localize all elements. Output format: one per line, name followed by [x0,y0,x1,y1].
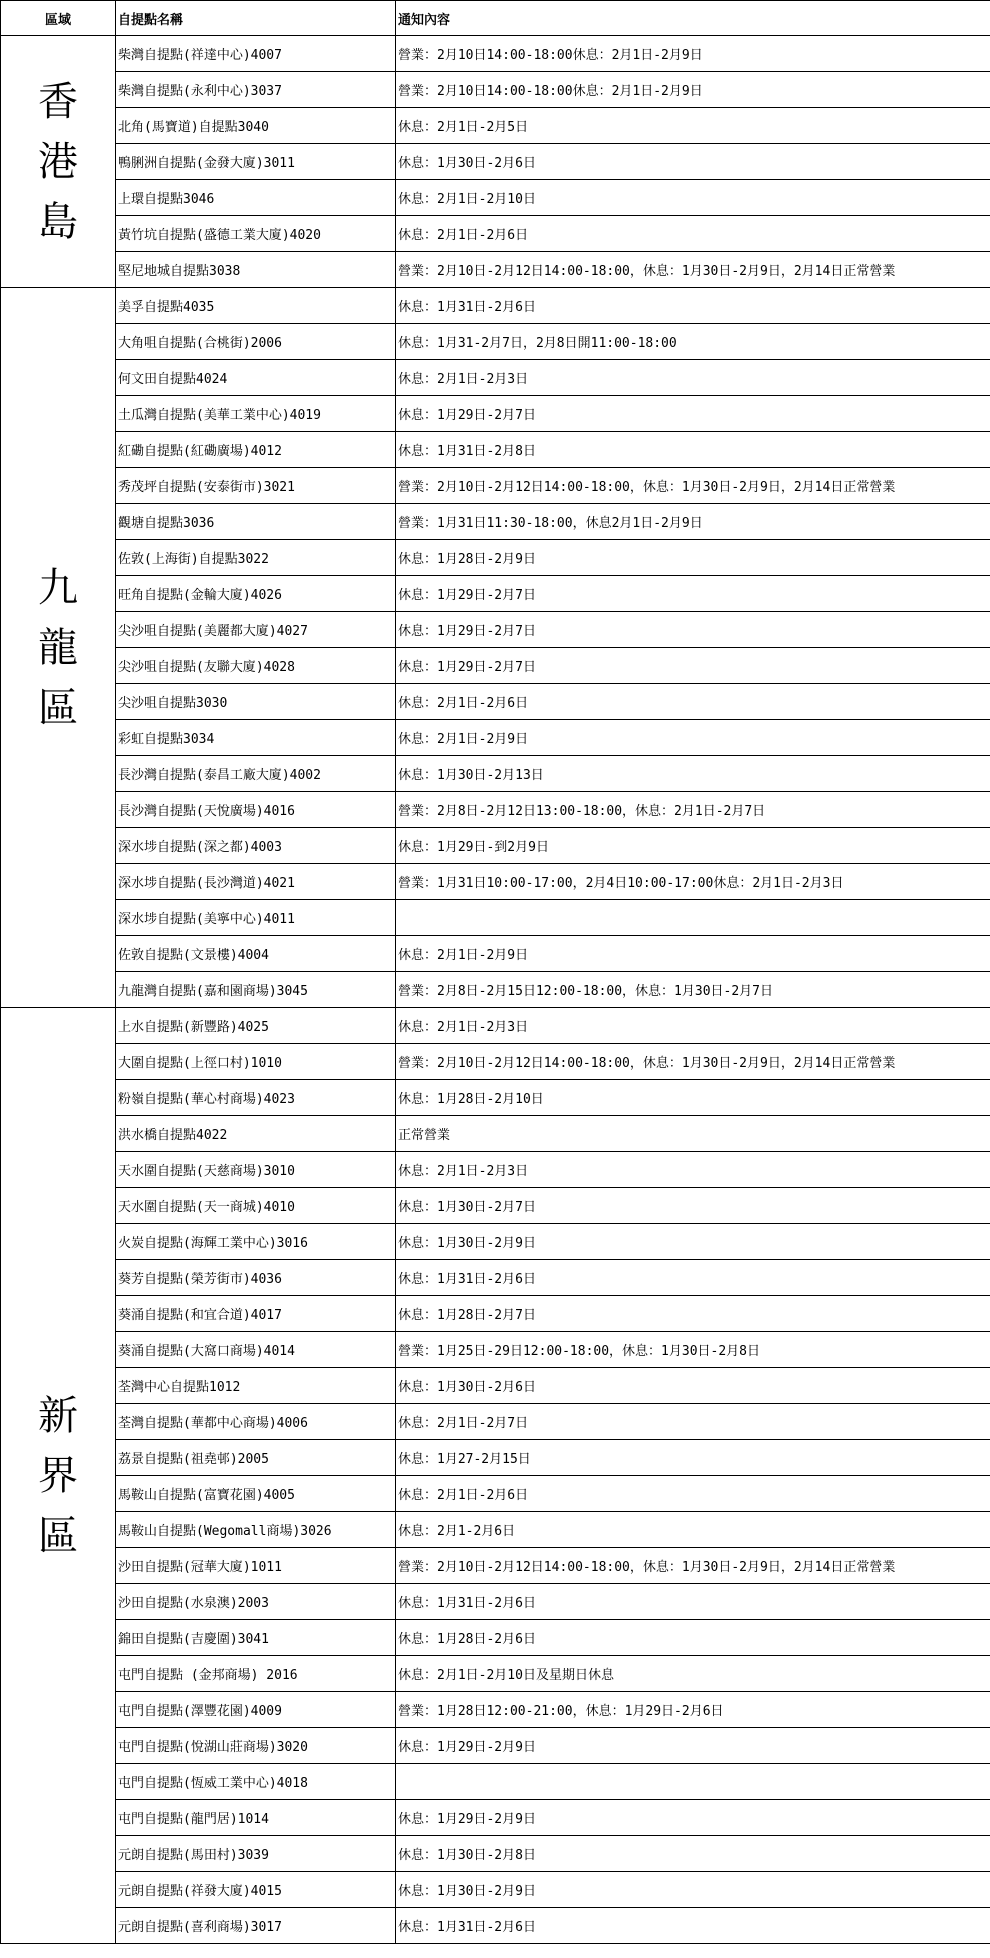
table-row [1,1116,990,1152]
table-row [1,1080,990,1116]
pickup-point-name: 天水圍自提點(天慈商場)3010 [116,1152,396,1188]
pickup-point-name: 荃灣自提點(華都中心商場)4006 [116,1404,396,1440]
pickup-point-name: 元朗自提點(喜利商場)3017 [116,1908,396,1944]
table-row [1,1512,990,1548]
notice-content: 休息：1月28日-2月7日 [396,1296,990,1332]
pickup-point-name: 錦田自提點(吉慶圍)3041 [116,1620,396,1656]
table-row [1,504,990,540]
notice-content: 休息：1月30日-2月6日 [396,144,990,180]
table-row [1,828,990,864]
pickup-point-name: 洪水橋自提點4022 [116,1116,396,1152]
notice-content: 正常營業 [396,1116,990,1152]
notice-content: 營業：1月28日12:00-21:00，休息：1月29日-2月6日 [396,1692,990,1728]
notice-content: 休息：1月31日-2月8日 [396,432,990,468]
pickup-point-name: 黃竹坑自提點(盛德工業大廈)4020 [116,216,396,252]
notice-content: 休息：1月30日-2月13日 [396,756,990,792]
table-row [1,1188,990,1224]
header-row [1,1,990,36]
pickup-point-name: 屯門自提點(悅湖山莊商場)3020 [116,1728,396,1764]
pickup-point-name: 土瓜灣自提點(美華工業中心)4019 [116,396,396,432]
table-row [1,1548,990,1584]
notice-content: 休息：2月1-2月6日 [396,1512,990,1548]
notice-content: 休息：2月1日-2月9日 [396,936,990,972]
notice-content: 休息：1月31日-2月6日 [396,1260,990,1296]
table-row [1,1332,990,1368]
pickup-point-name: 秀茂坪自提點(安泰街市)3021 [116,468,396,504]
notice-content: 休息：1月29日-到2月9日 [396,828,990,864]
table-row [1,720,990,756]
pickup-point-name: 荔景自提點(祖堯邨)2005 [116,1440,396,1476]
notice-content: 休息：2月1日-2月5日 [396,108,990,144]
table-row [1,648,990,684]
table-row [1,540,990,576]
pickup-point-name: 美孚自提點4035 [116,288,396,324]
table-row [1,792,990,828]
table-row [1,1368,990,1404]
notice-content: 休息：1月28日-2月10日 [396,1080,990,1116]
pickup-point-name: 屯門自提點 (金邦商場) 2016 [116,1656,396,1692]
pickup-point-name: 深水埗自提點(深之都)4003 [116,828,396,864]
notice-content: 營業：2月8日-2月15日12:00-18:00，休息：1月30日-2月7日 [396,972,990,1008]
pickup-point-name: 上環自提點3046 [116,180,396,216]
name-column-header: 自提點名稱 [116,1,396,36]
table-row [1,216,990,252]
table-row [1,756,990,792]
notice-content: 營業：1月31日11:30-18:00，休息2月1日-2月9日 [396,504,990,540]
table-row [1,900,990,936]
pickup-point-name: 尖沙咀自提點(友聯大廈)4028 [116,648,396,684]
table-row [1,1728,990,1764]
table-row [1,1764,990,1800]
pickup-point-name: 長沙灣自提點(泰昌工廠大廈)4002 [116,756,396,792]
notice-content: 休息：2月1日-2月6日 [396,684,990,720]
notice-content: 休息：1月28日-2月6日 [396,1620,990,1656]
notice-content [396,1764,990,1800]
table-row [1,180,990,216]
notice-content: 營業：2月10日-2月12日14:00-18:00，休息：1月30日-2月9日，2月14日正常營業 [396,252,990,288]
table-row [1,1404,990,1440]
pickup-point-name: 火炭自提點(海輝工業中心)3016 [116,1224,396,1260]
pickup-point-name: 天水圍自提點(天一商城)4010 [116,1188,396,1224]
notice-content: 休息：1月30日-2月8日 [396,1836,990,1872]
notice-content: 營業：2月8日-2月12日13:00-18:00，休息：2月1日-2月7日 [396,792,990,828]
table-row [1,396,990,432]
table-row [1,1656,990,1692]
notice-content: 休息：1月29日-2月7日 [396,612,990,648]
pickup-point-name: 荃灣中心自提點1012 [116,1368,396,1404]
pickup-point-name: 尖沙咀自提點(美麗都大廈)4027 [116,612,396,648]
notice-content: 休息：1月29日-2月7日 [396,396,990,432]
notice-content: 休息：2月1日-2月3日 [396,360,990,396]
notice-content: 休息：1月27-2月15日 [396,1440,990,1476]
table-row [1,1224,990,1260]
notice-content: 休息：1月31日-2月6日 [396,1908,990,1944]
notice-content: 休息：2月1日-2月10日及星期日休息 [396,1656,990,1692]
pickup-point-name: 葵涌自提點(大窩口商場)4014 [116,1332,396,1368]
pickup-point-name: 鴨脷洲自提點(金發大廈)3011 [116,144,396,180]
pickup-point-name: 佐敦(上海街)自提點3022 [116,540,396,576]
notice-content: 休息：1月29日-2月9日 [396,1728,990,1764]
notice-content: 休息：2月1日-2月3日 [396,1008,990,1044]
notice-content: 休息：1月29日-2月9日 [396,1800,990,1836]
table-row [1,360,990,396]
region-cell [1,1008,116,1944]
pickup-point-name: 旺角自提點(金輪大廈)4026 [116,576,396,612]
pickup-point-name: 屯門自提點(澤豐花園)4009 [116,1692,396,1728]
pickup-point-name: 觀塘自提點3036 [116,504,396,540]
table-row [1,972,990,1008]
notice-content: 營業：2月10日-2月12日14:00-18:00，休息：1月30日-2月9日，2月14日正常營業 [396,1548,990,1584]
pickup-point-name: 大圍自提點(上徑口村)1010 [116,1044,396,1080]
notice-content: 營業：1月31日10:00-17:00，2月4日10:00-17:00休息：2月1日-2月3日 [396,864,990,900]
notice-content: 休息：2月1日-2月3日 [396,1152,990,1188]
pickup-point-name: 深水埗自提點(長沙灣道)4021 [116,864,396,900]
pickup-point-name: 屯門自提點(恆威工業中心)4018 [116,1764,396,1800]
table-row [1,144,990,180]
region-cell [1,288,116,1008]
notice-content: 休息：1月30日-2月9日 [396,1224,990,1260]
notice-content: 營業：2月10日-2月12日14:00-18:00，休息：1月30日-2月9日，2月14日正常營業 [396,1044,990,1080]
pickup-point-name: 馬鞍山自提點(Wegomall商場)3026 [116,1512,396,1548]
notice-content: 營業：1月25日-29日12:00-18:00，休息：1月30日-2月8日 [396,1332,990,1368]
pickup-point-name: 元朗自提點(祥發大廈)4015 [116,1872,396,1908]
pickup-point-name: 尖沙咀自提點3030 [116,684,396,720]
table-row [1,864,990,900]
notice-content: 休息：2月1日-2月7日 [396,1404,990,1440]
pickup-point-name: 沙田自提點(冠華大廈)1011 [116,1548,396,1584]
pickup-point-name: 上水自提點(新豐路)4025 [116,1008,396,1044]
notice-content: 營業：2月10日14:00-18:00休息：2月1日-2月9日 [396,72,990,108]
table-row [1,468,990,504]
table-row [1,1584,990,1620]
pickup-point-name: 馬鞍山自提點(富寶花園)4005 [116,1476,396,1512]
table-row [1,1908,990,1944]
pickup-point-name: 柴灣自提點(祥達中心)4007 [116,36,396,72]
notice-content: 營業：2月10日-2月12日14:00-18:00，休息：1月30日-2月9日，2月14日正常營業 [396,468,990,504]
table-row [1,252,990,288]
table-row [1,432,990,468]
table-row [1,36,990,72]
region-cell [1,36,116,288]
region-label: 九龍區 [38,564,78,731]
pickup-point-name: 大角咀自提點(合桃街)2006 [116,324,396,360]
table-row [1,1620,990,1656]
pickup-point-name: 紅磡自提點(紅磡廣場)4012 [116,432,396,468]
pickup-point-name: 佐敦自提點(文景樓)4004 [116,936,396,972]
table-row [1,1008,990,1044]
pickup-point-name: 深水埗自提點(美寧中心)4011 [116,900,396,936]
notice-column-header: 通知內容 [396,1,990,36]
table-row [1,1836,990,1872]
pickup-point-name: 粉嶺自提點(華心村商場)4023 [116,1080,396,1116]
notice-content: 營業：2月10日14:00-18:00休息：2月1日-2月9日 [396,36,990,72]
table-row [1,72,990,108]
table-row [1,1800,990,1836]
notice-content: 休息：1月30日-2月6日 [396,1368,990,1404]
table-row [1,1440,990,1476]
notice-content [396,900,990,936]
table-row [1,612,990,648]
region-label: 新界區 [38,1392,78,1559]
pickup-point-name: 堅尼地城自提點3038 [116,252,396,288]
table-row [1,1872,990,1908]
notice-content: 休息：1月30日-2月7日 [396,1188,990,1224]
notice-content: 休息：2月1日-2月10日 [396,180,990,216]
table-row [1,1044,990,1080]
table-row [1,1296,990,1332]
notice-content: 休息：2月1日-2月6日 [396,216,990,252]
pickup-point-name: 葵芳自提點(榮芳街市)4036 [116,1260,396,1296]
table-row [1,1260,990,1296]
pickup-point-name: 北角(馬寶道)自提點3040 [116,108,396,144]
pickup-point-name: 屯門自提點(龍門居)1014 [116,1800,396,1836]
region-column-header: 區域 [1,1,116,36]
notice-content: 休息：1月31-2月7日，2月8日開11:00-18:00 [396,324,990,360]
notice-content: 休息：1月28日-2月9日 [396,540,990,576]
pickup-point-name: 沙田自提點(水泉澳)2003 [116,1584,396,1620]
table-body [1,36,990,1944]
notice-content: 休息：2月1日-2月6日 [396,1476,990,1512]
pickup-point-name: 九龍灣自提點(嘉和園商場)3045 [116,972,396,1008]
table-row [1,288,990,324]
table-row [1,324,990,360]
pickup-point-name: 何文田自提點4024 [116,360,396,396]
notice-content: 休息：2月1日-2月9日 [396,720,990,756]
table-row [1,1152,990,1188]
pickup-point-name: 元朗自提點(馬田村)3039 [116,1836,396,1872]
notice-content: 休息：1月31日-2月6日 [396,288,990,324]
table-row [1,1692,990,1728]
pickup-point-name: 葵涌自提點(和宜合道)4017 [116,1296,396,1332]
pickup-point-name: 長沙灣自提點(天悅廣場)4016 [116,792,396,828]
pickup-point-name: 彩虹自提點3034 [116,720,396,756]
table-row [1,576,990,612]
table-row [1,684,990,720]
notice-content: 休息：1月29日-2月7日 [396,576,990,612]
region-label: 香港島 [38,78,78,245]
pickup-point-name: 柴灣自提點(永利中心)3037 [116,72,396,108]
table-row [1,936,990,972]
notice-content: 休息：1月30日-2月9日 [396,1872,990,1908]
table-row [1,1476,990,1512]
table-row [1,108,990,144]
notice-content: 休息：1月29日-2月7日 [396,648,990,684]
notice-content: 休息：1月31日-2月6日 [396,1584,990,1620]
